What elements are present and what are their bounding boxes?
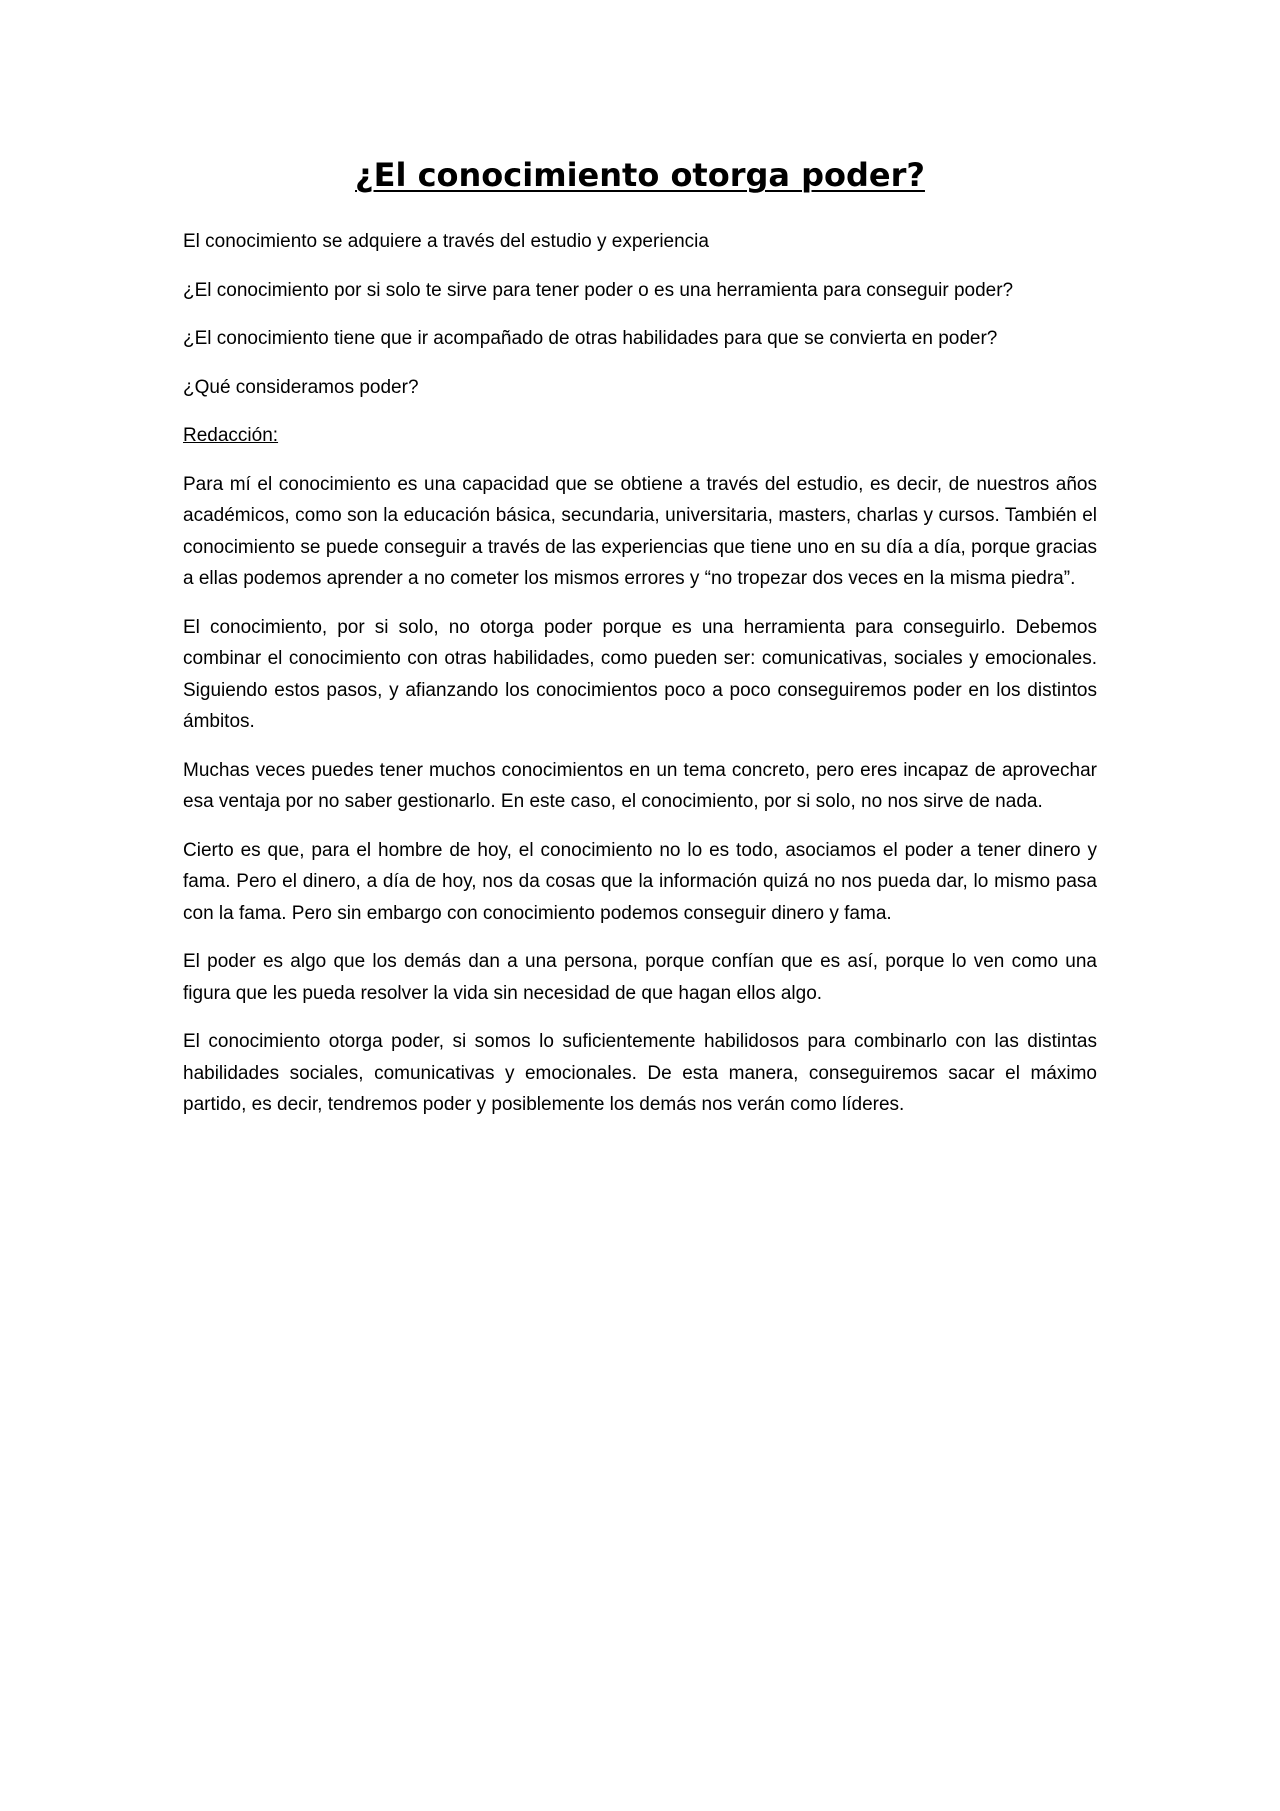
body-paragraph: El conocimiento, por si solo, no otorga poder porque es una herramienta para conseguirlo. Debemos combinar el conocimiento con otras habilidades, como pueden ser: comunicativas, sociales y emocionales. Siguiendo estos pasos, y afianzando los conocimientos poco a poco conseguiremos poder en los distintos ámbitos.	[183, 616, 1097, 732]
document-body	[183, 226, 1097, 1138]
body-paragraph: El poder es algo que los demás dan a una persona, porque confían que es así, porque lo ven como una figura que les pueda resolver la vida sin necesidad de que hagan ellos algo.	[183, 951, 1097, 1004]
intro-question: ¿El conocimiento tiene que ir acompañado de otras habilidades para que se convierta en poder?	[183, 328, 998, 349]
intro-question: ¿El conocimiento por si solo te sirve para tener poder o es una herramienta para conseguir poder?	[183, 279, 1014, 301]
body-paragraph: Para mí el conocimiento es una capacidad que se obtiene a través del estudio, es decir, de nuestros años académicos, como son la educación básica, secundaria, universitaria, masters, charlas y cursos. También el conocimiento se puede conseguir a través de las experiencias que tiene uno en su día a día, porque gracias a ellas podemos aprender a no cometer los mismos errores y “no tropezar dos veces en la misma piedra”.	[183, 473, 1097, 589]
body-paragraph: Cierto es que, para el hombre de hoy, el conocimiento no lo es todo, asociamos el poder a tener dinero y fama. Pero el dinero, a día de hoy, nos da cosas que la información quizá no nos pueda dar, lo mismo pasa con la fama. Pero sin embargo con conocimiento podemos conseguir dinero y fama.	[183, 839, 1097, 924]
section-heading: Redacción:	[183, 425, 279, 446]
document-title: ¿El conocimiento otorga poder?	[355, 156, 925, 194]
intro-question: ¿Qué consideramos poder?	[183, 376, 419, 398]
body-paragraph: El conocimiento otorga poder, si somos lo suficientemente habilidosos para combinarlo con las distintas habilidades sociales, comunicativas y emocionales. De esta manera, conseguiremos sacar el máximo partido, es decir, tendremos poder y posiblemente los demás nos verán como líderes.	[183, 1031, 1097, 1115]
intro-statement: El conocimiento se adquiere a través del estudio y experiencia	[183, 231, 709, 252]
body-paragraph: Muchas veces puedes tener muchos conocimientos en un tema concreto, pero eres incapaz de aprovechar esa ventaja por no saber gestionarlo. En este caso, el conocimiento, por si solo, no nos sirve de nada.	[183, 759, 1097, 812]
